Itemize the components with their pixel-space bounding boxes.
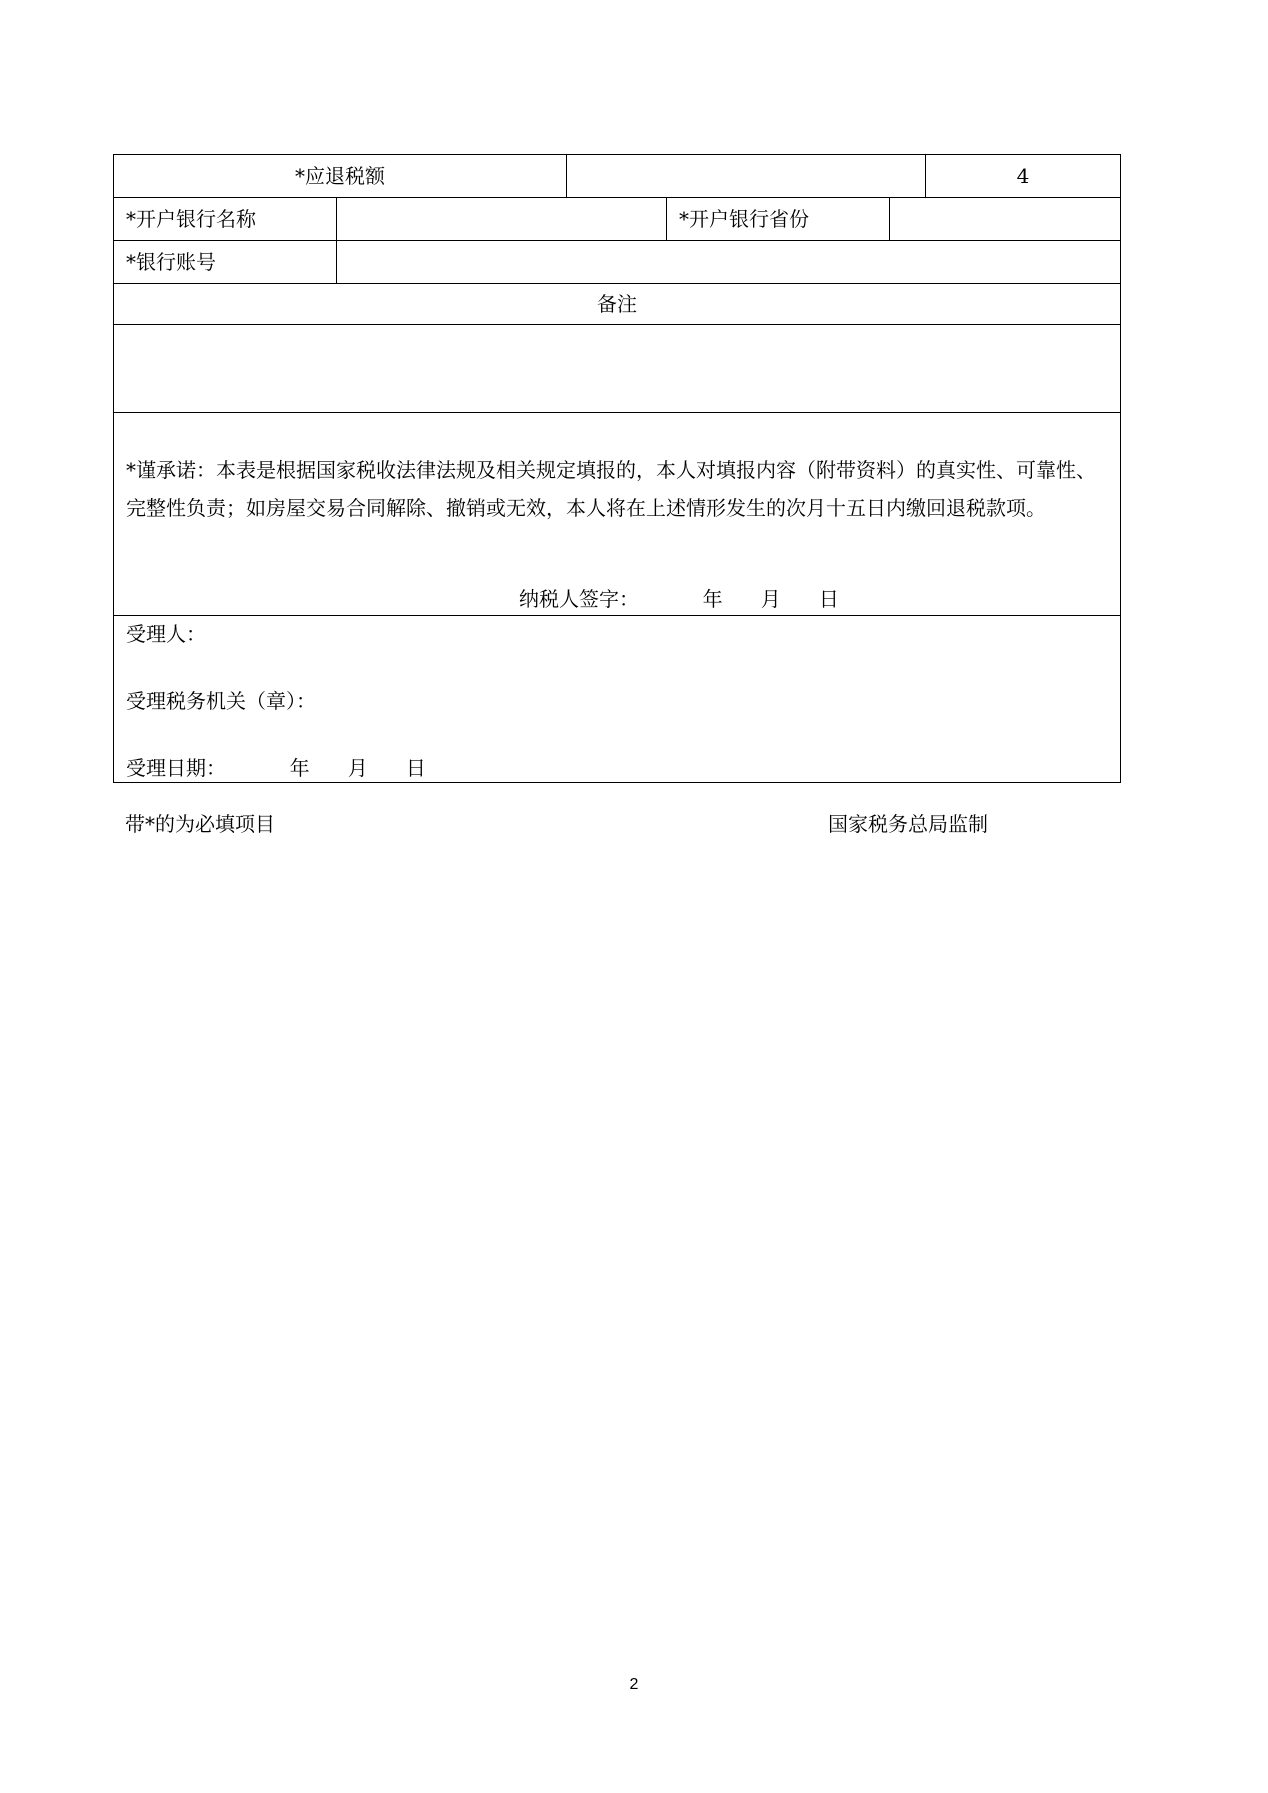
acceptance-date-field[interactable]: 受理日期： 年 月 日 bbox=[126, 756, 426, 780]
remarks-header-row bbox=[114, 284, 1121, 325]
refund-form-table bbox=[113, 154, 1121, 783]
pledge-row bbox=[114, 413, 1121, 616]
account-number-row bbox=[114, 241, 1121, 284]
pledge-statement: *谨承诺：本表是根据国家税收法律法规及相关规定填报的，本人对填报内容（附带资料）的真实性、可靠性、完整性负责；如房屋交易合同解除、撤销或无效，本人将在上述情形发生的次月十五日内缴回退税款项。 bbox=[126, 458, 1096, 520]
supervisor-note: 国家税务总局监制 bbox=[828, 812, 988, 836]
bank-province-input[interactable] bbox=[890, 198, 1121, 241]
account-number-input[interactable] bbox=[337, 241, 1121, 284]
refund-amount-line-number: 4 bbox=[926, 155, 1121, 198]
refund-amount-label: *应退税额 bbox=[114, 155, 567, 198]
bank-name-input[interactable] bbox=[337, 198, 667, 241]
acceptance-cell bbox=[114, 616, 1121, 783]
acceptance-row bbox=[114, 616, 1121, 783]
refund-amount-input[interactable] bbox=[567, 155, 926, 198]
taxpayer-signature-line[interactable]: 纳税人签字： 年 月 日 bbox=[519, 587, 839, 611]
page-number: 2 bbox=[629, 1676, 639, 1693]
acceptor-field[interactable]: 受理人： bbox=[126, 622, 206, 646]
remarks-input[interactable] bbox=[114, 325, 1121, 413]
required-fields-note: 带*的为必填项目 bbox=[125, 812, 275, 836]
account-number-label: *银行账号 bbox=[114, 241, 337, 284]
tax-office-seal-field[interactable]: 受理税务机关（章）： bbox=[126, 689, 316, 713]
bank-province-label: *开户银行省份 bbox=[667, 198, 890, 241]
remarks-row bbox=[114, 325, 1121, 413]
bank-name-label: *开户银行名称 bbox=[114, 198, 337, 241]
pledge-cell bbox=[114, 413, 1121, 616]
bank-name-row bbox=[114, 198, 1121, 241]
remarks-label: 备注 bbox=[114, 284, 1121, 325]
refund-amount-row bbox=[114, 155, 1121, 198]
